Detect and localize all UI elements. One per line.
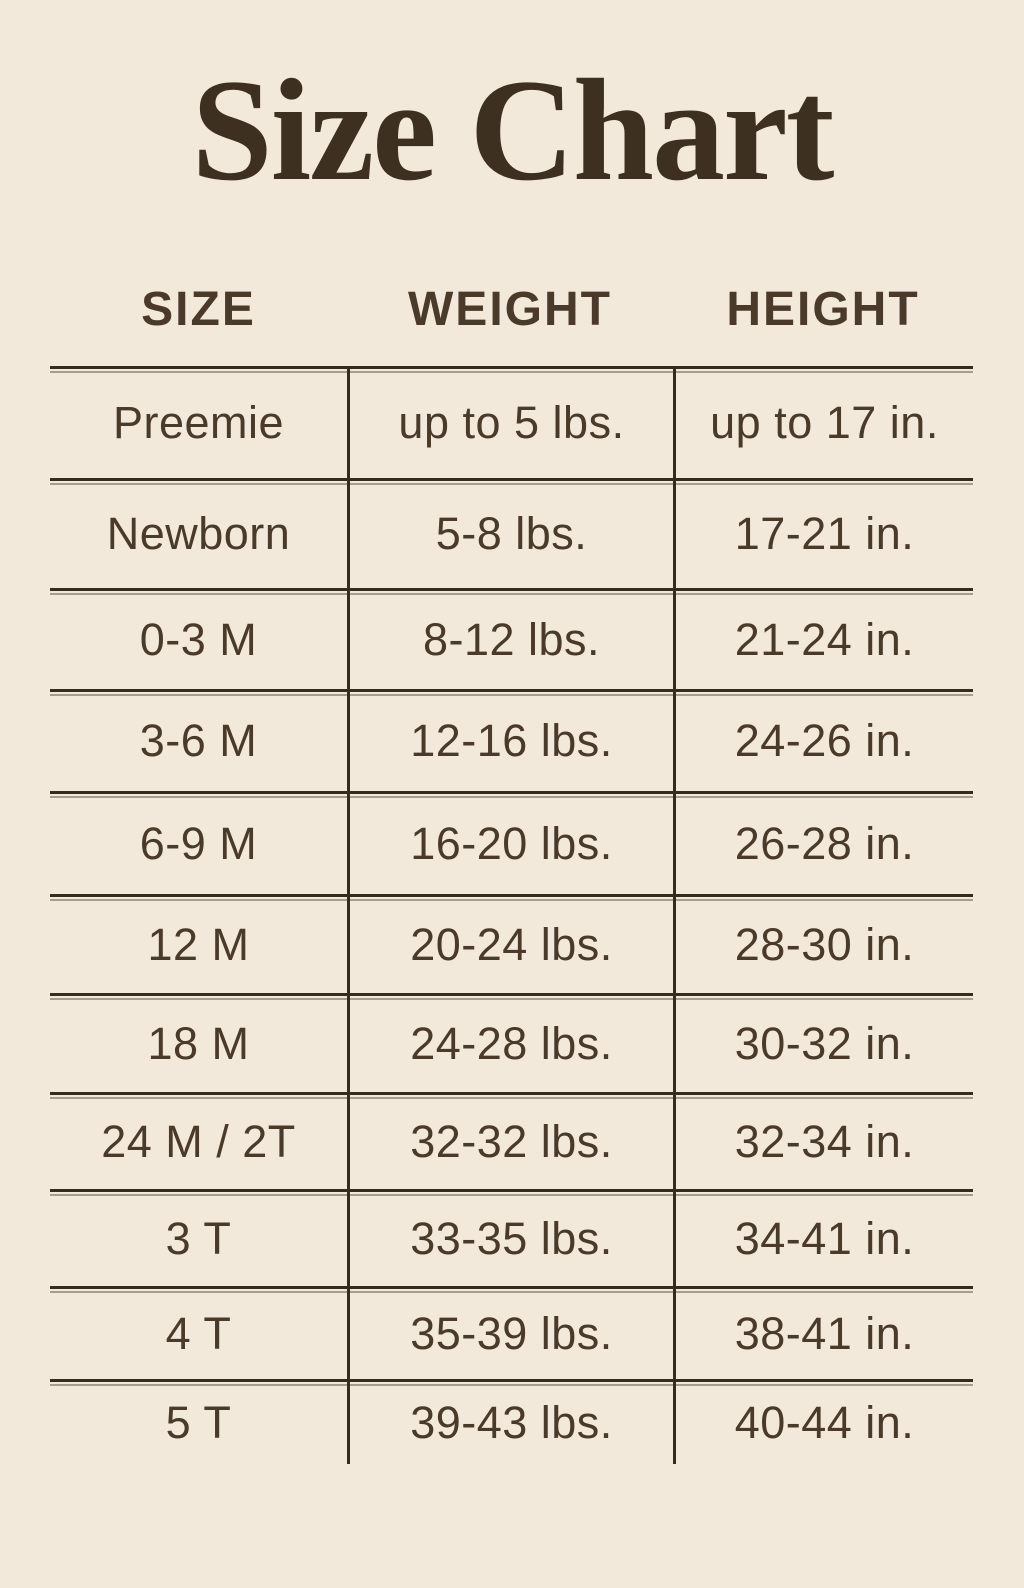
cell-size: 3 T (165, 1212, 232, 1264)
cell-height: 38-41 in. (673, 1289, 973, 1379)
cell-height: 21-24 in. (673, 591, 973, 689)
cell-height: 28-30 in. (673, 897, 973, 993)
table-row (50, 366, 973, 478)
cell-weight: 33-35 lbs. (347, 1192, 673, 1286)
cell-size: 24 M / 2T (101, 1115, 296, 1167)
cell-weight: 24-28 lbs. (347, 996, 673, 1092)
cell-height: 24-26 in. (673, 692, 973, 791)
cell-height: up to 17 in. (673, 369, 973, 478)
cell-weight: 35-39 lbs. (347, 1289, 673, 1379)
cell-size: Preemie (112, 397, 285, 449)
cell-height: 26-28 in. (673, 794, 973, 894)
cell-weight: 5-8 lbs. (347, 481, 673, 588)
table-row (50, 1379, 973, 1464)
column-header-height: HEIGHT (726, 283, 920, 337)
size-chart-table (50, 282, 973, 1464)
table-row (50, 1092, 973, 1189)
table-row (50, 478, 973, 588)
table-row (50, 689, 973, 791)
cell-weight: 20-24 lbs. (347, 897, 673, 993)
cell-size: 5 T (165, 1396, 232, 1448)
cell-size: 12 M (147, 918, 250, 970)
page-title: Size Chart (191, 49, 833, 211)
table-row (50, 1286, 973, 1379)
cell-size: 4 T (165, 1307, 232, 1359)
cell-size: 0-3 M (139, 613, 258, 665)
table-row (50, 588, 973, 689)
cell-weight: up to 5 lbs. (347, 369, 673, 478)
table-row (50, 1189, 973, 1286)
table-row (50, 993, 973, 1092)
cell-size: Newborn (106, 508, 291, 560)
table-header-row (50, 282, 973, 338)
table-row (50, 791, 973, 894)
table-row (50, 894, 973, 993)
cell-size: 18 M (147, 1017, 250, 1069)
cell-weight: 8-12 lbs. (347, 591, 673, 689)
cell-weight: 12-16 lbs. (347, 692, 673, 791)
cell-height: 34-41 in. (673, 1192, 973, 1286)
column-header-size: SIZE (141, 283, 256, 337)
cell-height: 32-34 in. (673, 1095, 973, 1189)
cell-height: 40-44 in. (673, 1382, 973, 1464)
cell-size: 3-6 M (139, 715, 258, 767)
cell-height: 30-32 in. (673, 996, 973, 1092)
cell-weight: 32-32 lbs. (347, 1095, 673, 1189)
column-header-weight: WEIGHT (408, 283, 612, 337)
cell-height: 17-21 in. (673, 481, 973, 588)
cell-weight: 39-43 lbs. (347, 1382, 673, 1464)
cell-weight: 16-20 lbs. (347, 794, 673, 894)
cell-size: 6-9 M (139, 817, 258, 869)
